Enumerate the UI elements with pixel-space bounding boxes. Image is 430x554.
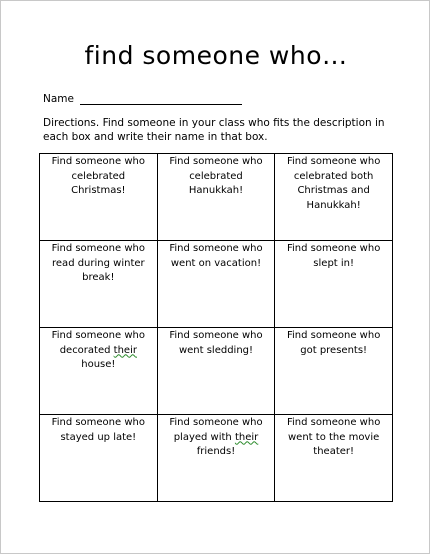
grid-cell[interactable]: Find someone who celebrated both Christmas and Hanukkah! xyxy=(275,154,393,241)
grid-cell[interactable]: Find someone who decorated their house! xyxy=(40,328,158,415)
grid-cell[interactable]: Find someone who celebrated Christmas! xyxy=(40,154,158,241)
name-blank-line[interactable] xyxy=(80,92,242,105)
grid-row xyxy=(40,415,393,502)
directions-text: Directions. Find someone in your class who fits the description in each box and write their name in that box. xyxy=(43,117,385,143)
grid-cell[interactable]: Find someone who went sledding! xyxy=(157,328,275,415)
spellcheck-flagged-word: their xyxy=(234,431,259,443)
name-label: Name xyxy=(43,93,74,105)
grid-row xyxy=(40,328,393,415)
grid-row xyxy=(40,154,393,241)
grid-row xyxy=(40,241,393,328)
grid-cell[interactable]: Find someone who celebrated Hanukkah! xyxy=(157,154,275,241)
grid-cell[interactable]: Find someone who played with their friends! xyxy=(157,415,275,502)
name-field-row xyxy=(43,92,242,105)
spellcheck-flagged-word: their xyxy=(113,344,137,356)
grid-cell[interactable]: Find someone who read during winter break! xyxy=(40,241,158,328)
grid-cell[interactable]: Find someone who slept in! xyxy=(275,241,393,328)
grid-cell[interactable]: Find someone who went on vacation! xyxy=(157,241,275,328)
grid-cell[interactable]: Find someone who stayed up late! xyxy=(40,415,158,502)
worksheet-title: find someone who… xyxy=(84,41,348,70)
grid-cell[interactable]: Find someone who got presents! xyxy=(275,328,393,415)
find-someone-grid xyxy=(39,153,393,502)
grid-cell[interactable]: Find someone who went to the movie theater! xyxy=(275,415,393,502)
